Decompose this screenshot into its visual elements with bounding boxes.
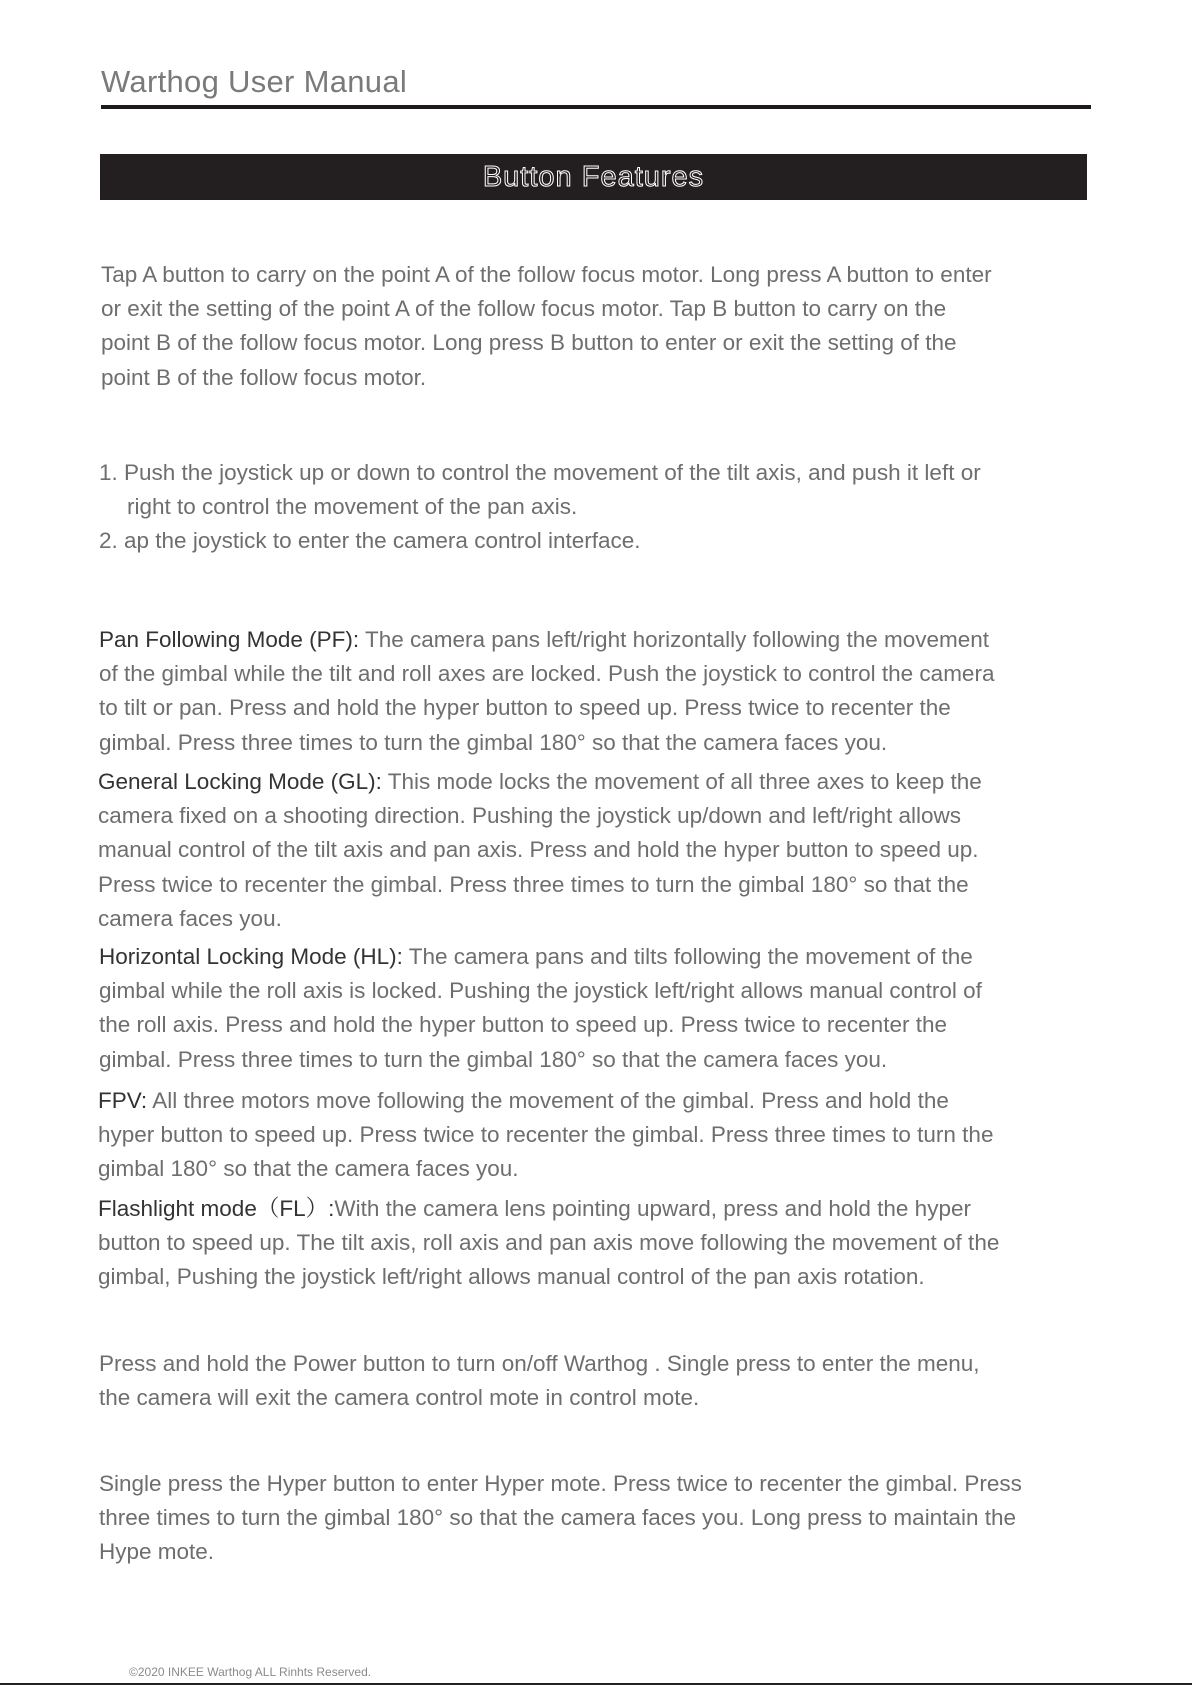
paragraph-line: Press twice to recenter the gimbal. Press three times to turn the gimbal 180° so that the (98, 871, 969, 897)
paragraph-line: point B of the follow focus motor. (101, 364, 427, 390)
mode-fpv (98, 1084, 993, 1187)
manual-header-title: Warthog User Manual (101, 64, 408, 99)
paragraph-line: the camera will exit the camera control mote in control mote. (99, 1385, 700, 1411)
mode-description: With the camera lens pointing upward, press and hold the hyper (334, 1196, 971, 1221)
power-button-paragraph (99, 1347, 980, 1415)
joystick-item-2: 2. ap the joystick to enter the camera control interface. (99, 528, 641, 554)
mode-description: This mode locks the movement of all three axes to keep the (381, 769, 982, 794)
paragraph-line: point B of the follow focus motor. Long press B button to enter or exit the setting of the (101, 330, 957, 356)
mode-description: All three motors move following the movement of the gimbal. Press and hold the (147, 1088, 949, 1113)
paragraph-line: the roll axis. Press and hold the hyper button to speed up. Press twice to recenter the (99, 1012, 947, 1038)
paragraph-line: of the gimbal while the tilt and roll axes are locked. Push the joystick to control the camera (99, 661, 995, 687)
paragraph-line: gimbal 180° so that the camera faces you. (98, 1156, 519, 1182)
header-divider (101, 105, 1091, 109)
mode-label: Pan Following Mode (PF): (99, 627, 360, 652)
copyright-footer: ©2020 INKEE Warthog ALL Rinhts Reserved. (129, 1665, 372, 1679)
joystick-paragraph (99, 456, 981, 559)
paragraph-line: button to speed up. The tilt axis, roll axis and pan axis move following the movement of the (98, 1230, 1000, 1256)
paragraph-line: Single press the Hyper button to enter Hyper mote. Press twice to recenter the gimbal. Press (99, 1471, 1022, 1496)
paragraph-line: manual control of the tilt axis and pan axis. Press and hold the hyper button to speed up. (98, 837, 979, 863)
joystick-item-1-continued: right to control the movement of the pan axis. (127, 494, 578, 520)
paragraph-line: camera fixed on a shooting direction. Pushing the joystick up/down and left/right allows (98, 803, 961, 829)
mode-label: FPV: (98, 1088, 148, 1113)
mode-description: The camera pans and tilts following the movement of the (402, 944, 973, 969)
mode-general-locking (98, 765, 982, 936)
paragraph-line: hyper button to speed up. Press twice to recenter the gimbal. Press three times to turn the (98, 1122, 994, 1148)
joystick-item-1: 1. Push the joystick up or down to control the movement of the tilt axis, and push it left or (99, 460, 981, 485)
paragraph-line: Press and hold the Power button to turn on/off Warthog . Single press to enter the menu, (99, 1351, 980, 1376)
mode-label: Flashlight mode（FL）: (98, 1196, 335, 1221)
mode-description: The camera pans left/right horizontally following the movement (359, 627, 990, 652)
ab-buttons-paragraph (101, 258, 992, 395)
mode-flashlight (98, 1192, 999, 1295)
paragraph-line: Tap A button to carry on the point A of the follow focus motor. Long press A button to enter (101, 262, 992, 287)
mode-label: Horizontal Locking Mode (HL): (99, 944, 403, 969)
paragraph-line: to tilt or pan. Press and hold the hyper button to speed up. Press twice to recenter the (99, 695, 951, 721)
paragraph-line: gimbal, Pushing the joystick left/right allows manual control of the pan axis rotation. (98, 1264, 925, 1290)
mode-pan-following (99, 623, 994, 760)
paragraph-line: three times to turn the gimbal 180° so that the camera faces you. Long press to maintain the (99, 1505, 1017, 1531)
paragraph-line: gimbal. Press three times to turn the gimbal 180° so that the camera faces you. (99, 1046, 888, 1072)
hyper-button-paragraph (99, 1467, 1022, 1570)
paragraph-line: gimbal while the roll axis is locked. Pushing the joystick left/right allows manual control of (99, 978, 982, 1004)
mode-label: General Locking Mode (GL): (98, 769, 382, 794)
paragraph-line: camera faces you. (98, 905, 282, 931)
paragraph-line: gimbal. Press three times to turn the gimbal 180° so that the camera faces you. (99, 729, 888, 755)
paragraph-line: Hype mote. (99, 1539, 215, 1565)
section-title: Button Features (482, 161, 705, 193)
paragraph-line: or exit the setting of the point A of the follow focus motor. Tap B button to carry on the (101, 296, 947, 322)
mode-horizontal-locking (99, 940, 982, 1077)
section-banner (100, 154, 1087, 200)
